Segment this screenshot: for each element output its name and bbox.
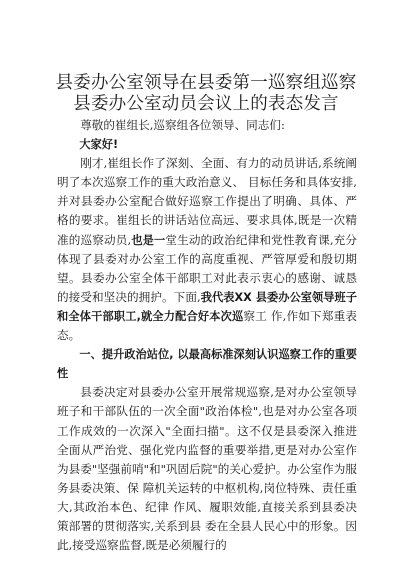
greeting: 大家好! [79, 138, 119, 152]
paragraph-text: 察工 作,作如下郑重表态。 [57, 308, 357, 343]
salutation: 尊敬的崔组长,巡察组各位领导、同志们: [80, 118, 285, 132]
paragraph-text: 刚才,崔组长作了深刻、全面、有力的动员讲话,系统阐明了本次巡察工作的重大政治意义、 目标任务和具体安排,并对县委办公室配合做好巡察工作提出了明确、具体、严格的要求。崔组长的讲话站位高远、要求具体,既是一次精准的巡察动员, [57, 156, 357, 247]
paragraph-text: 堂生动的政治纪律和党性教育课,充分体现了县委对办公室工作的高度重视、严管厚爱和殷切期望。县委办公室全体干部职工对此表示衷心的感谢、诚恳的接受和坚决的拥护。下面, [57, 232, 357, 304]
document-body [57, 116, 357, 555]
section-heading: 一、提升政治站位, 以最高标准深刻认识巡察工作的重要性 [57, 348, 357, 381]
paragraph-emphasis: 也是一 [131, 233, 166, 247]
paragraph-opening [57, 154, 357, 345]
document-title: 县委办公室领导在县委第一巡察组巡察县委办公室动员会议上的表态发言 [55, 73, 357, 114]
paragraph-emphasis: 我代表XX 县委办公室领导班子和全体干部职工,就全力配合好本次巡 [57, 290, 357, 323]
paragraph-section-1: 县委决定对县委办公室开展常规巡察,是对办公室领导班子和干部队伍的一次全面"政治体检",也是对办公室各项工作成效的一次深入"全面扫描"。这不仅是县委深入推进全面从严治党、强化党内监督的重要举措,更是对办公室作为县委"坚强前哨"和"巩固后院"的关心爱护。办公室作为服务县委决策、保 障机关运转的中枢机构,岗位特殊、责任重大,其政治本色、纪律 作风、履职效能,直接关系到县委决策部署的贯彻落实,关系到县 委在全县人民心中的形象。因此,接受巡察监督,既是必须履行的 [57, 385, 357, 553]
